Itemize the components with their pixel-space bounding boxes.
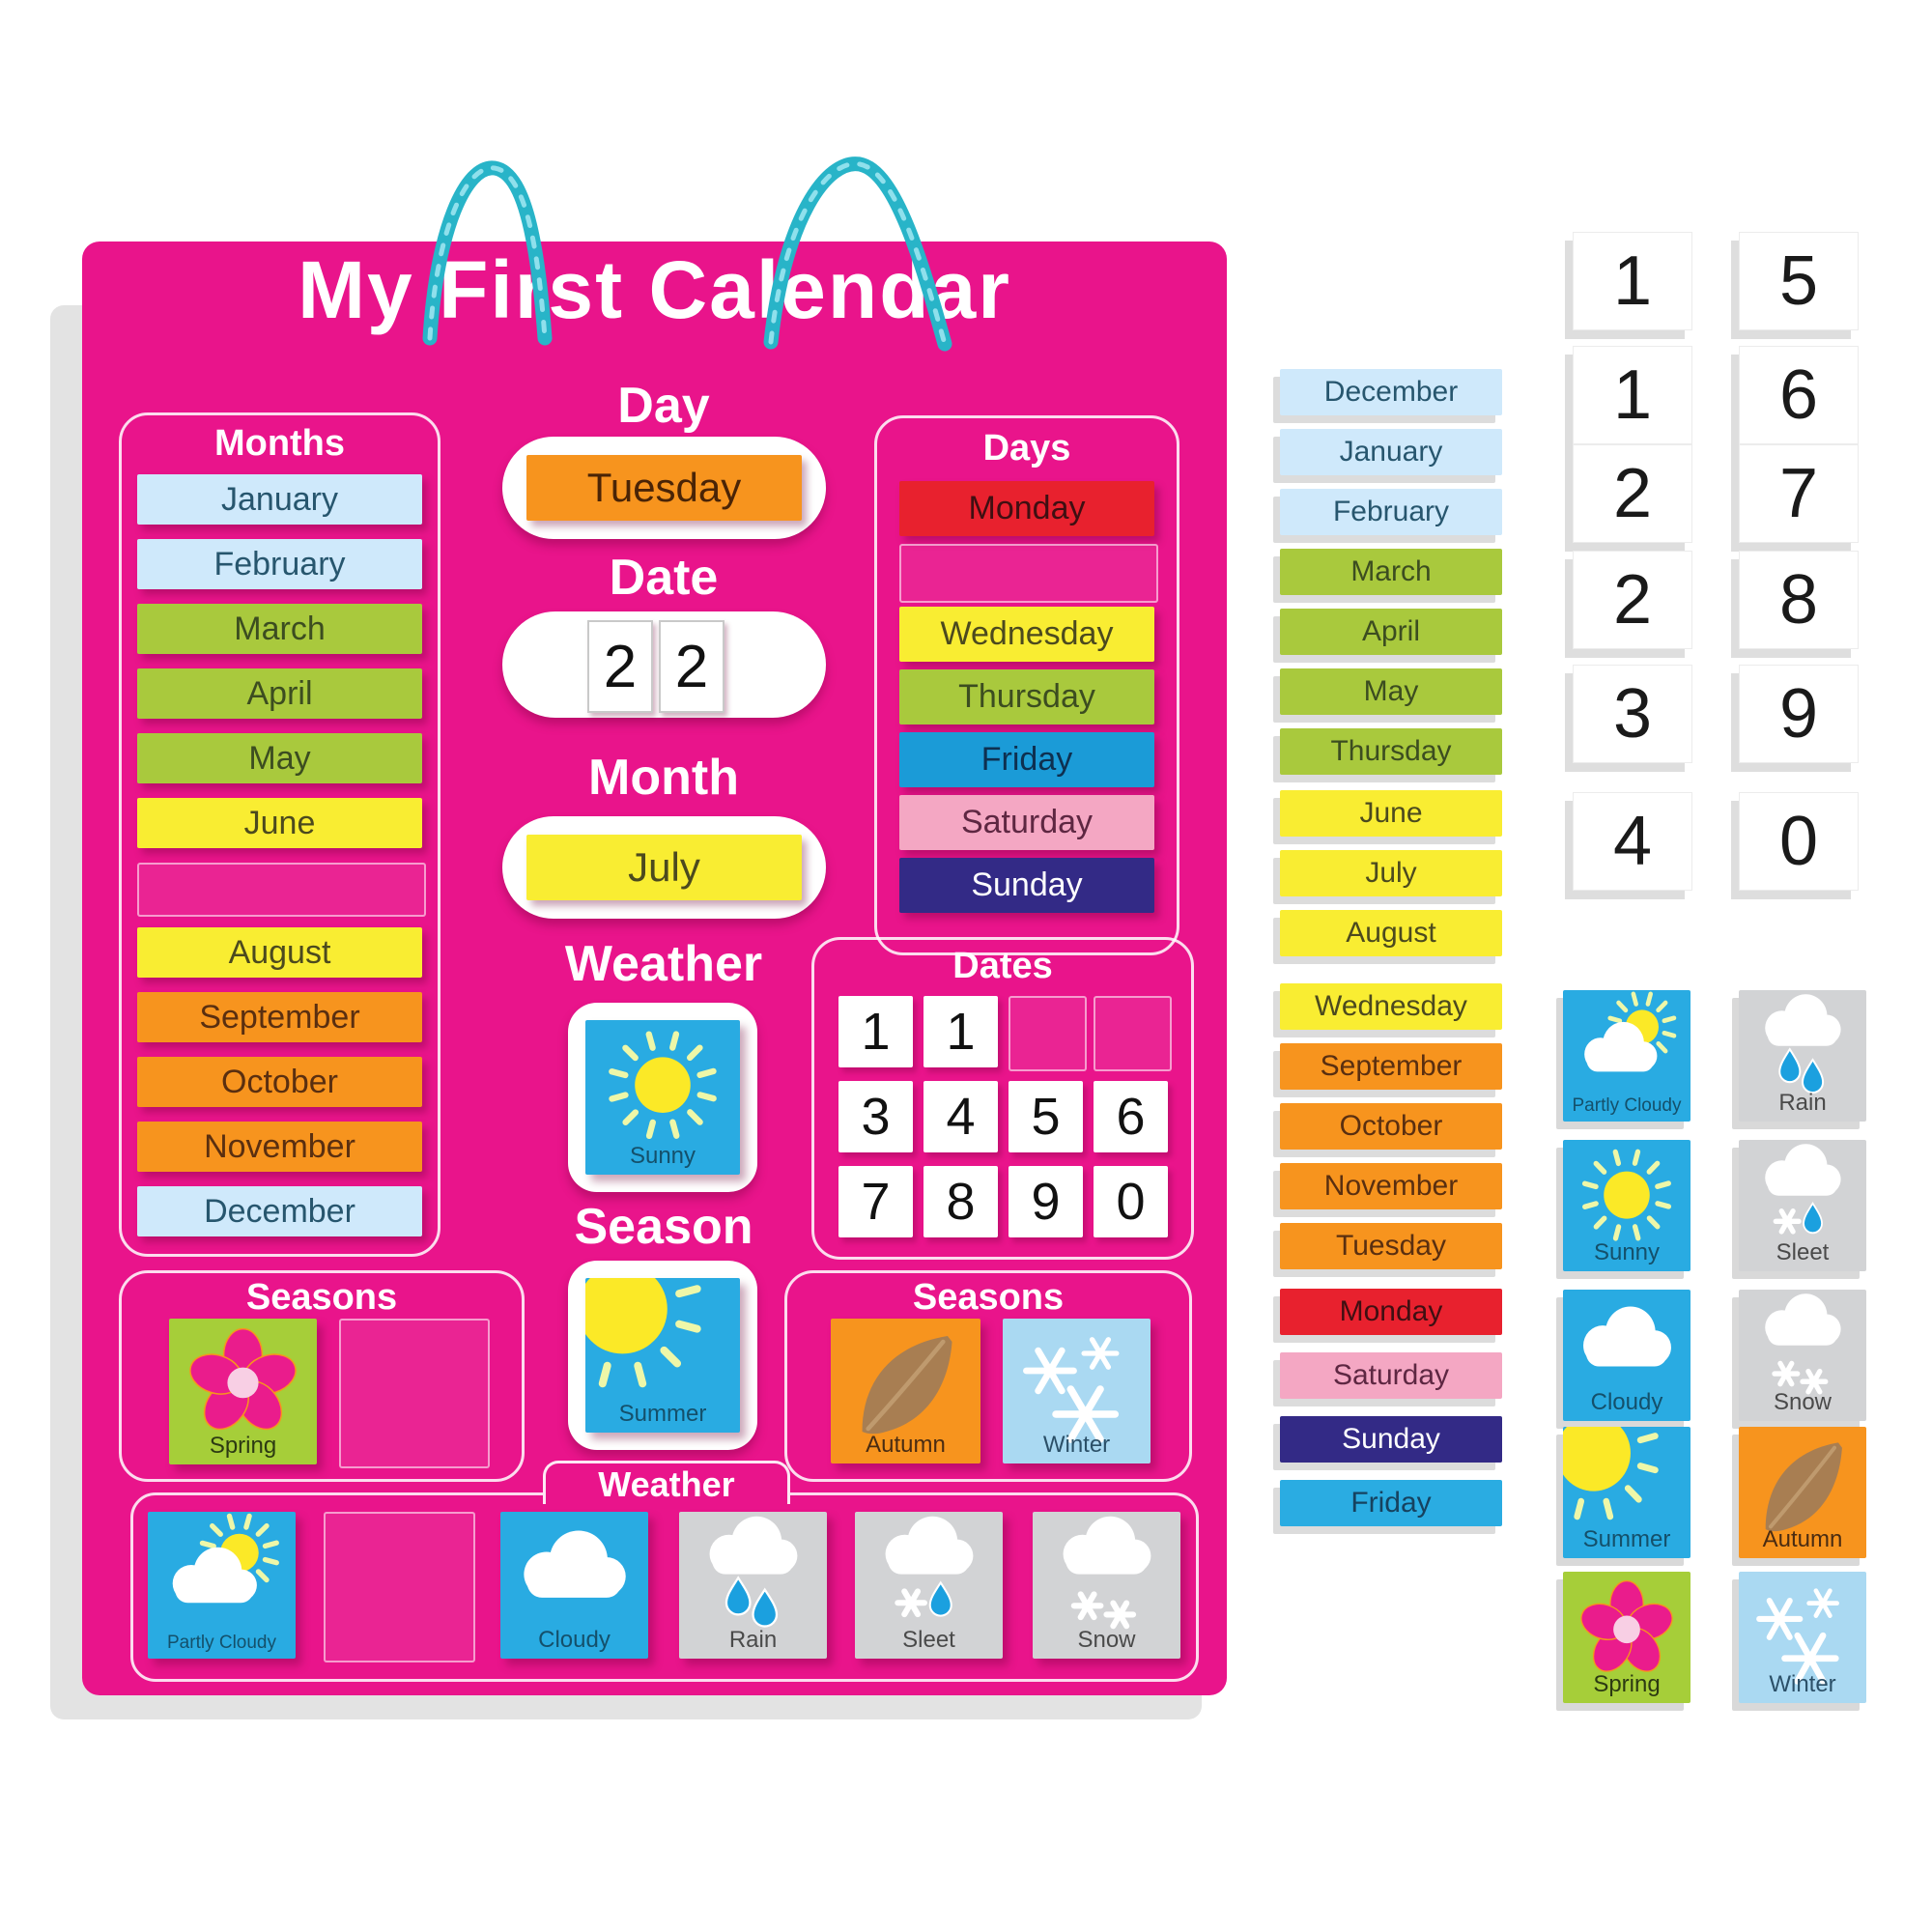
autumn-tile[interactable]: [831, 1319, 980, 1463]
month-tile-march[interactable]: March: [137, 604, 422, 654]
rain-label: Rain: [728, 1627, 778, 1653]
date-number-tile[interactable]: 5: [1009, 1081, 1083, 1152]
summer-label: Summer: [618, 1401, 707, 1427]
month-tile-june[interactable]: June: [137, 798, 422, 848]
month-tile-january[interactable]: January: [137, 474, 422, 525]
loose-word-tile-june[interactable]: June: [1280, 790, 1502, 837]
loose-number-tile[interactable]: 2: [1573, 444, 1692, 543]
loose-word-tile-january[interactable]: January: [1280, 429, 1502, 475]
hanging-cord-icon: [290, 114, 1063, 365]
loose-number-tile[interactable]: 5: [1739, 232, 1859, 330]
sleet-tile[interactable]: [1739, 1140, 1866, 1271]
weather-panel: [130, 1492, 1199, 1682]
day-tile-monday[interactable]: Monday: [899, 481, 1154, 536]
spring-label: Spring: [209, 1433, 277, 1459]
date-number-tile[interactable]: 3: [838, 1081, 913, 1152]
sunny-label: Sunny: [629, 1143, 696, 1169]
months-panel: [119, 412, 440, 1257]
day-tile-friday[interactable]: Friday: [899, 732, 1154, 787]
rain-tile[interactable]: [1739, 990, 1866, 1122]
dates-panel: [811, 937, 1194, 1260]
loose-word-tile-april[interactable]: April: [1280, 609, 1502, 655]
empty-date-slot[interactable]: [1009, 996, 1087, 1071]
loose-number-tile[interactable]: 4: [1573, 792, 1692, 891]
day-tile-wednesday[interactable]: Wednesday: [899, 607, 1154, 662]
snow-tile[interactable]: [1033, 1512, 1180, 1659]
loose-word-tile-thursday[interactable]: Thursday: [1280, 728, 1502, 775]
spring-label: Spring: [1593, 1671, 1661, 1697]
day-tile-thursday[interactable]: Thursday: [899, 669, 1154, 724]
month-tile-april[interactable]: April: [137, 668, 422, 719]
loose-number-tile[interactable]: 1: [1573, 346, 1692, 444]
day-tile-sunday[interactable]: Sunday: [899, 858, 1154, 913]
loose-word-tile-march[interactable]: March: [1280, 549, 1502, 595]
spring-tile[interactable]: [1563, 1572, 1690, 1703]
seasons-right-panel: [784, 1270, 1192, 1482]
month-tile-september[interactable]: September: [137, 992, 422, 1042]
snow-label: Snow: [1773, 1389, 1833, 1415]
loose-number-tile[interactable]: 7: [1739, 444, 1859, 543]
autumn-label: Autumn: [866, 1432, 946, 1458]
date-number-tile[interactable]: 6: [1094, 1081, 1168, 1152]
dates-header: Dates: [952, 946, 1053, 986]
loose-word-tile-friday[interactable]: Friday: [1280, 1480, 1502, 1526]
loose-number-tile[interactable]: 3: [1573, 665, 1692, 763]
month-tile-february[interactable]: February: [137, 539, 422, 589]
loose-word-tile-saturday[interactable]: Saturday: [1280, 1352, 1502, 1399]
sunny-tile[interactable]: [1563, 1140, 1690, 1271]
summer-tile[interactable]: [585, 1278, 740, 1433]
seasons-right-header: Seasons: [912, 1277, 1065, 1318]
rain-label: Rain: [1778, 1090, 1827, 1116]
loose-number-tile[interactable]: 6: [1739, 346, 1859, 444]
date-digit-tile[interactable]: 2: [659, 620, 724, 713]
date-number-tile[interactable]: 1: [923, 996, 998, 1067]
sleet-label: Sleet: [1776, 1239, 1830, 1265]
date-number-tile[interactable]: 4: [923, 1081, 998, 1152]
day-label: Day: [617, 378, 710, 434]
sunny-tile[interactable]: [585, 1020, 740, 1175]
month-tile-august[interactable]: August: [137, 927, 422, 978]
day-tile-saturday[interactable]: Saturday: [899, 795, 1154, 850]
empty-icon-slot[interactable]: [339, 1319, 490, 1468]
month-tile-may[interactable]: May: [137, 733, 422, 783]
sunny-label: Sunny: [1593, 1239, 1661, 1265]
date-number-tile[interactable]: 0: [1094, 1166, 1168, 1237]
month-tile-december[interactable]: December: [137, 1186, 422, 1236]
summer-tile[interactable]: [1563, 1427, 1690, 1558]
sleet-label: Sleet: [902, 1627, 955, 1653]
cloudy-tile[interactable]: [1563, 1290, 1690, 1421]
board-title: My First Calendar: [298, 244, 1011, 335]
partly-cloudy-tile[interactable]: [148, 1512, 296, 1659]
winter-tile[interactable]: [1739, 1572, 1866, 1703]
date-number-tile[interactable]: 7: [838, 1166, 913, 1237]
partly-cloudy-tile[interactable]: [1563, 990, 1690, 1122]
sleet-tile[interactable]: [855, 1512, 1003, 1659]
loose-word-tile-october[interactable]: October: [1280, 1103, 1502, 1150]
winter-label: Winter: [1769, 1671, 1836, 1697]
loose-number-tile[interactable]: 2: [1573, 551, 1692, 649]
loose-word-tile-tuesday[interactable]: Tuesday: [1280, 1223, 1502, 1269]
seasons-left-header: Seasons: [245, 1277, 398, 1318]
date-number-tile[interactable]: 9: [1009, 1166, 1083, 1237]
summer-label: Summer: [1582, 1526, 1671, 1552]
weather-tab-header: Weather: [543, 1461, 790, 1504]
loose-word-tile-sunday[interactable]: Sunday: [1280, 1416, 1502, 1463]
cloudy-tile[interactable]: [500, 1512, 648, 1659]
date-digit-tile[interactable]: 2: [587, 620, 653, 713]
loose-number-tile[interactable]: 8: [1739, 551, 1859, 649]
days-panel: [874, 415, 1179, 955]
month-value-tile[interactable]: July: [526, 835, 802, 900]
rain-tile[interactable]: [679, 1512, 827, 1659]
partly-cloudy-label: Partly Cloudy: [167, 1633, 276, 1653]
loose-number-tile[interactable]: 9: [1739, 665, 1859, 763]
snow-label: Snow: [1077, 1627, 1136, 1653]
empty-day-slot[interactable]: [899, 544, 1158, 603]
seasons-left-panel: [119, 1270, 525, 1482]
partly-cloudy-label: Partly Cloudy: [1572, 1095, 1682, 1116]
empty-date-slot[interactable]: [1094, 996, 1172, 1071]
weather-label: Weather: [564, 936, 763, 992]
loose-word-tile-august[interactable]: August: [1280, 910, 1502, 956]
month-tile-november[interactable]: November: [137, 1122, 422, 1172]
winter-tile[interactable]: [1003, 1319, 1151, 1463]
loose-word-tile-february[interactable]: February: [1280, 489, 1502, 535]
days-header: Days: [982, 428, 1071, 469]
loose-word-tile-december[interactable]: December: [1280, 369, 1502, 415]
loose-word-tile-november[interactable]: November: [1280, 1163, 1502, 1209]
winter-label: Winter: [1042, 1432, 1111, 1458]
day-value-tile[interactable]: Tuesday: [526, 455, 802, 521]
empty-month-slot[interactable]: [137, 863, 426, 917]
loose-number-tile[interactable]: 1: [1573, 232, 1692, 330]
snow-tile[interactable]: [1739, 1290, 1866, 1421]
month-tile-october[interactable]: October: [137, 1057, 422, 1107]
autumn-label: Autumn: [1762, 1526, 1843, 1552]
date-number-tile[interactable]: 8: [923, 1166, 998, 1237]
loose-word-tile-monday[interactable]: Monday: [1280, 1289, 1502, 1335]
empty-icon-slot[interactable]: [324, 1512, 475, 1662]
date-label: Date: [609, 550, 719, 606]
cloudy-label: Cloudy: [538, 1627, 611, 1653]
months-header: Months: [213, 423, 346, 464]
loose-number-tile[interactable]: 0: [1739, 792, 1859, 891]
spring-tile[interactable]: [169, 1319, 317, 1464]
autumn-tile[interactable]: [1739, 1427, 1866, 1558]
date-number-tile[interactable]: 1: [838, 996, 913, 1067]
loose-word-tile-july[interactable]: July: [1280, 850, 1502, 896]
season-label: Season: [574, 1199, 753, 1255]
month-label: Month: [588, 750, 739, 806]
loose-word-tile-wednesday[interactable]: Wednesday: [1280, 983, 1502, 1030]
loose-word-tile-september[interactable]: September: [1280, 1043, 1502, 1090]
cloudy-label: Cloudy: [1590, 1389, 1663, 1415]
loose-word-tile-may[interactable]: May: [1280, 668, 1502, 715]
